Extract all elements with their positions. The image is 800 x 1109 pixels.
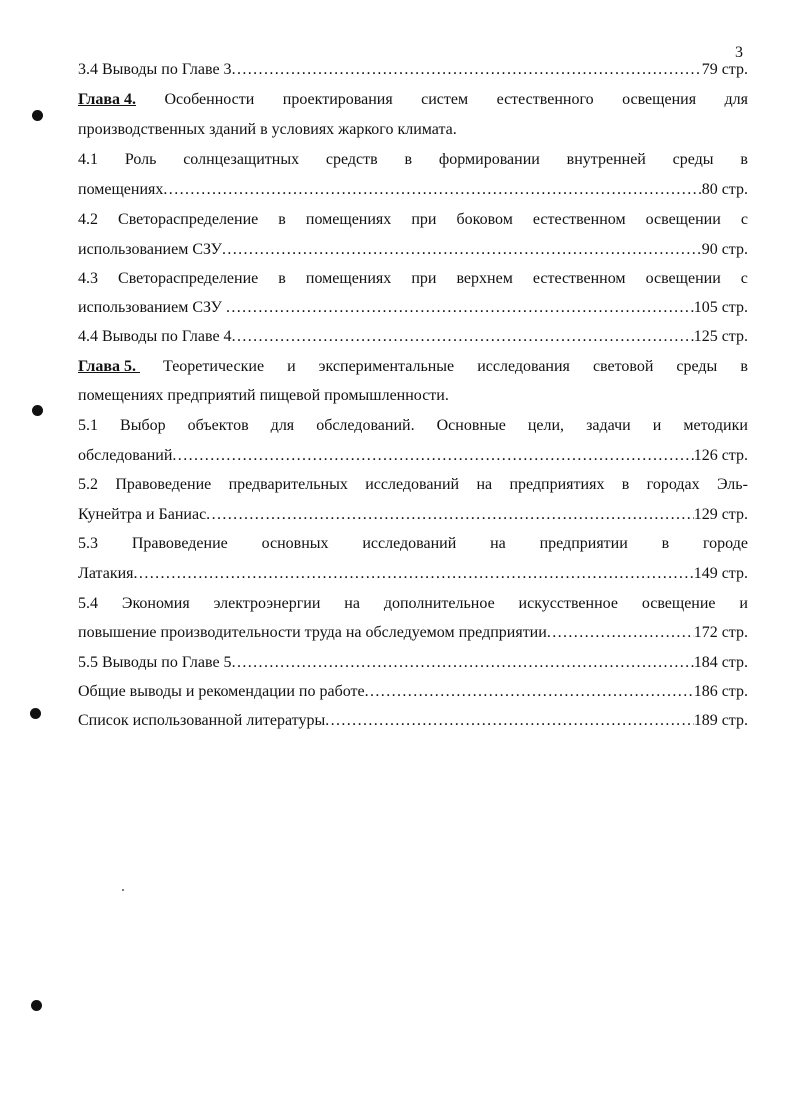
toc-entry-5-4-line1: 5.4 Экономия электроэнергии на дополнительное искусственное освещение и	[78, 595, 748, 612]
chapter-4-label: Глава 4.	[78, 91, 136, 108]
toc-chapter-5-line1: Глава 5. Теоретические и экспериментальные исследования световой среды в	[78, 355, 748, 379]
toc-entry-4-3-line1: 4.3 Светораспределение в помещениях при верхнем естественном освещении с	[78, 270, 748, 287]
toc-entry-5-2-line2: Кунейтра и Баниас ..... 129 стр.	[78, 503, 748, 527]
toc-entry-3-4: 3.4 Выводы по Главе 3 ..... 79 стр.	[78, 58, 748, 82]
toc-entry-references: Список использованной литературы ..... 189 стр.	[78, 709, 748, 733]
toc-entry-5-3-line1: 5.3 Правоведение основных исследований на предприятии в городе	[78, 535, 748, 552]
toc-entry-5-2-line1: 5.2 Правоведение предварительных исследований на предприятиях в городах Эль-	[78, 476, 748, 493]
scan-speck	[122, 889, 124, 891]
toc-entry-4-1-line2: помещениях ..... 80 стр.	[78, 178, 748, 202]
toc-chapter-4-line2: производственных зданий в условиях жаркого климата.	[78, 121, 457, 138]
toc-entry-5-5: 5.5 Выводы по Главе 5 ..... 184 стр.	[78, 651, 748, 675]
toc-entry-5-1-line1: 5.1 Выбор объектов для обследований. Основные цели, задачи и методики	[78, 417, 748, 434]
toc-entry-4-4: 4.4 Выводы по Главе 4 ..... 125 стр.	[78, 325, 748, 349]
toc-entry-5-3-line2: Латакия ..... 149 стр.	[78, 562, 748, 586]
toc-entry-5-4-line2: повышение производительности труда на обследуемом предприятии ..... 172 стр.	[78, 621, 748, 645]
toc-chapter-4-line1: Глава 4. Особенности проектирования систем естественного освещения для	[78, 88, 748, 112]
toc-entry-4-2-line2: использованием СЗУ ..... 90 стр.	[78, 238, 748, 262]
punch-hole-mark	[32, 110, 43, 121]
page-number: 3	[735, 44, 743, 61]
punch-hole-mark	[31, 1000, 42, 1011]
punch-hole-mark	[32, 405, 43, 416]
toc-entry-conclusions: Общие выводы и рекомендации по работе ..... 186 стр.	[78, 680, 748, 704]
toc-entry-4-1-line1: 4.1 Роль солнцезащитных средств в формировании внутренней среды в	[78, 151, 748, 168]
chapter-5-label: Глава 5.	[78, 358, 140, 375]
toc-chapter-5-line2: помещениях предприятий пищевой промышленности.	[78, 387, 449, 404]
toc-entry-5-1-line2: обследований ..... 126 стр.	[78, 444, 748, 468]
toc-entry-4-3-line2: использованием СЗУ ..... 105 стр.	[78, 296, 748, 320]
punch-hole-mark	[30, 708, 41, 719]
toc-entry-4-2-line1: 4.2 Светораспределение в помещениях при боковом естественном освещении с	[78, 211, 748, 228]
